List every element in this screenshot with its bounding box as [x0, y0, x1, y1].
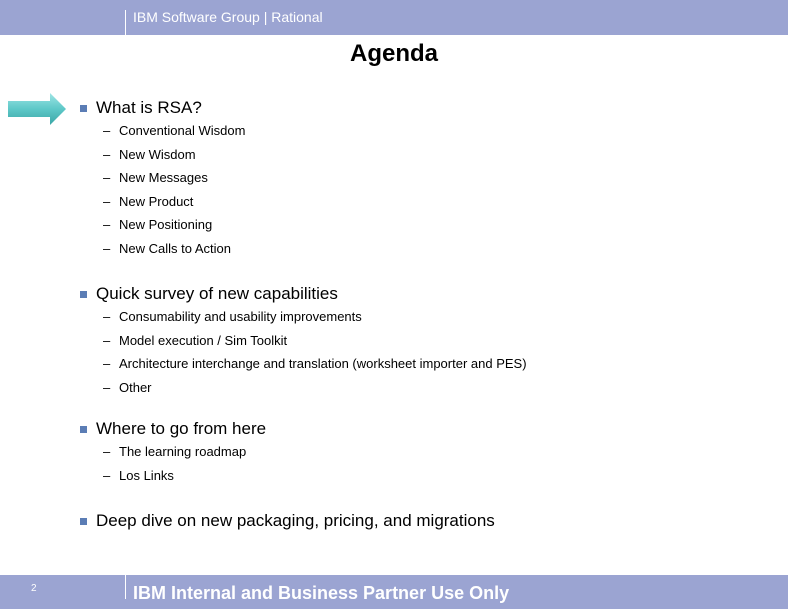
dash-icon: – [103, 467, 111, 483]
header-bar [0, 0, 788, 35]
dash-icon: – [103, 146, 111, 162]
agenda-item-label: Where to go from here [96, 419, 267, 438]
header-text: IBM Software Group | Rational [133, 9, 323, 25]
sub-item-label: Consumability and usability improvements [119, 309, 362, 324]
agenda-item-label: What is RSA? [96, 98, 202, 117]
sub-item-label: New Positioning [119, 217, 213, 232]
sub-item-label: Los Links [119, 467, 174, 483]
agenda-item-label: Quick survey of new capabilities [96, 284, 338, 303]
page-number: 2 [31, 583, 37, 594]
dash-icon: – [103, 332, 111, 348]
bullet-square-icon [80, 518, 87, 525]
sub-item-label: New Product [119, 193, 194, 209]
dash-icon: – [103, 123, 111, 138]
dash-icon: – [103, 217, 111, 232]
agenda-item-label: Deep dive on new packaging, pricing, and migrations [96, 511, 495, 530]
dash-icon: – [103, 379, 111, 395]
footer-divider [125, 575, 126, 599]
header-divider [125, 10, 126, 35]
sub-item-label: Conventional Wisdom [119, 123, 246, 138]
dash-icon: – [103, 193, 111, 209]
sub-item-label: Architecture interchange and translation (worksheet importer and PES) [119, 356, 527, 371]
sub-item-label: New Calls to Action [119, 240, 231, 256]
sub-item-label: The learning roadmap [119, 444, 247, 459]
dash-icon: – [103, 444, 111, 459]
footer-bar [0, 575, 788, 609]
current-item-arrow-icon [8, 93, 66, 125]
slide-title: Agenda [349, 40, 438, 67]
dash-icon: – [103, 240, 111, 256]
bullet-square-icon [80, 105, 87, 112]
dash-icon: – [103, 309, 111, 324]
bullet-square-icon [80, 291, 87, 298]
footer-text: IBM Internal and Business Partner Use Only [133, 583, 510, 603]
sub-item-label: New Messages [119, 170, 208, 185]
sub-item-label: New Wisdom [119, 146, 196, 162]
bullet-square-icon [80, 426, 87, 433]
dash-icon: – [103, 170, 111, 185]
sub-item-label: Model execution / Sim Toolkit [119, 332, 288, 348]
dash-icon: – [103, 356, 111, 371]
sub-item-label: Other [119, 379, 152, 395]
